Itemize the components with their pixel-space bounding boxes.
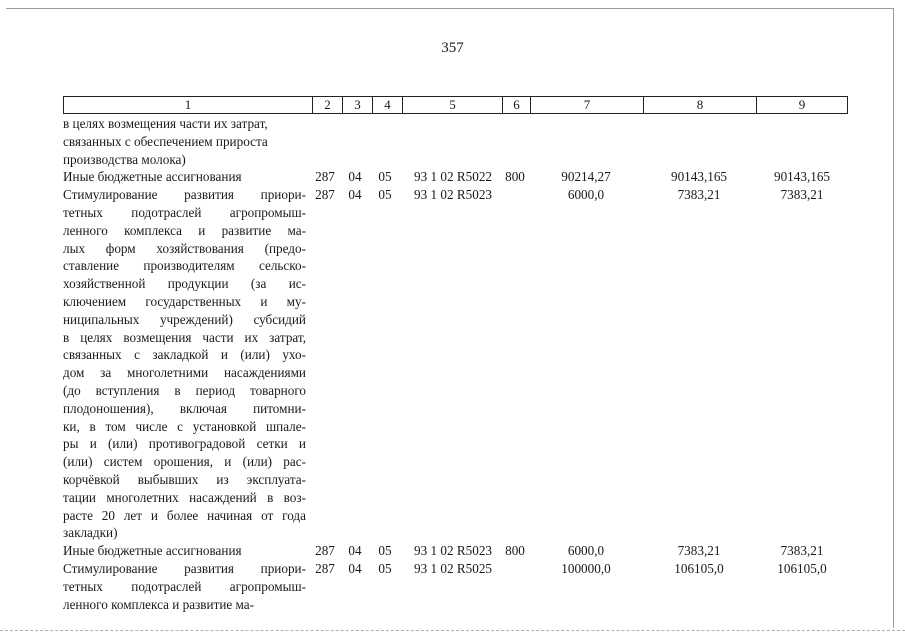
cell-col-9: 106105,0 bbox=[777, 560, 827, 576]
cell-col-7: 100000,0 bbox=[561, 560, 611, 576]
cell-col-4: 05 bbox=[378, 560, 392, 576]
cell-col-4: 05 bbox=[378, 187, 392, 203]
table-row bbox=[63, 542, 848, 560]
description-line: связанных с обеспечением прироста bbox=[63, 133, 268, 149]
cell-col-4: 05 bbox=[378, 169, 392, 185]
description-line: (до вступления в период товарного bbox=[63, 382, 306, 398]
description-line: плодоношения), включая питомни- bbox=[63, 400, 306, 416]
header-col-1: 1 bbox=[184, 97, 192, 112]
cell-col-2: 287 bbox=[315, 187, 335, 203]
cell-col-3: 04 bbox=[348, 169, 362, 185]
cell-col-3: 04 bbox=[348, 543, 362, 559]
row-description bbox=[63, 115, 306, 168]
description-line: ки, в том числе с установкой шпале- bbox=[63, 418, 306, 434]
description-line: связанных с закладкой и (или) ухо- bbox=[63, 347, 306, 363]
cell-col-8: 7383,21 bbox=[677, 543, 721, 559]
description-line: дом за многолетними насаждениями bbox=[63, 365, 306, 381]
table-body bbox=[63, 115, 848, 613]
description-line: лых форм хозяйствования (предо- bbox=[63, 240, 306, 256]
description-line: расте 20 лет и более начиная от года bbox=[63, 507, 306, 523]
description-line: в целях возмещения части их затрат, bbox=[63, 329, 306, 345]
cell-col-5: 93 1 02 R5023 bbox=[413, 187, 493, 203]
header-col-6: 6 bbox=[502, 97, 530, 113]
cell-col-4: 05 bbox=[378, 543, 392, 559]
cell-col-5: 93 1 02 R5022 bbox=[413, 169, 493, 185]
cell-col-7: 6000,0 bbox=[567, 187, 605, 203]
description-line: тации многолетних насаждений в воз- bbox=[63, 489, 306, 505]
row-description bbox=[63, 186, 306, 542]
cell-col-7: 6000,0 bbox=[567, 543, 605, 559]
cell-col-9: 7383,21 bbox=[780, 543, 824, 559]
header-col-4: 4 bbox=[372, 97, 402, 113]
cell-col-2: 287 bbox=[315, 560, 335, 576]
header-col-8: 8 bbox=[643, 97, 756, 113]
cell-col-5: 93 1 02 R5023 bbox=[413, 543, 493, 559]
page-number: 357 bbox=[441, 40, 464, 56]
header-col-5: 5 bbox=[402, 97, 502, 113]
table-row bbox=[63, 115, 848, 168]
cell-col-6: 800 bbox=[505, 543, 525, 559]
description-line: закладки) bbox=[63, 525, 118, 541]
cell-col-7: 90214,27 bbox=[561, 169, 611, 185]
description-line: Иные бюджетные ассигнования bbox=[63, 169, 242, 185]
description-line: Стимулирование развития приори- bbox=[63, 560, 306, 576]
cell-col-9: 90143,165 bbox=[773, 169, 831, 185]
table-row bbox=[63, 560, 848, 613]
description-line: тетных подотраслей агропромыш- bbox=[63, 578, 306, 594]
description-line: ниципальных учреждений) субсидий bbox=[63, 311, 306, 327]
cell-col-2: 287 bbox=[315, 543, 335, 559]
description-line: корчёвкой выбывших из эксплуата- bbox=[63, 471, 306, 487]
header-col-9: 9 bbox=[756, 97, 847, 113]
row-description bbox=[63, 168, 306, 186]
cell-col-2: 287 bbox=[315, 169, 335, 185]
header-col-2: 2 bbox=[312, 97, 342, 113]
cell-col-5: 93 1 02 R5025 bbox=[413, 560, 493, 576]
cell-col-6: 800 bbox=[505, 169, 525, 185]
description-line: ленного комплекса и развитие ма- bbox=[63, 222, 306, 238]
description-line: ленного комплекса и развитие ма- bbox=[63, 596, 255, 612]
cell-col-8: 7383,21 bbox=[677, 187, 721, 203]
description-line: тетных подотраслей агропромыш- bbox=[63, 204, 306, 220]
cell-col-8: 90143,165 bbox=[670, 169, 728, 185]
description-line: (или) систем орошения, и (или) рас- bbox=[63, 454, 306, 470]
description-line: ключением государственных и му- bbox=[63, 293, 306, 309]
cell-col-8: 106105,0 bbox=[674, 560, 724, 576]
table-row bbox=[63, 168, 848, 186]
cell-col-9: 7383,21 bbox=[780, 187, 824, 203]
description-line: хозяйственной продукции (за ис- bbox=[63, 276, 306, 292]
cell-col-3: 04 bbox=[348, 187, 362, 203]
header-col-7: 7 bbox=[530, 97, 643, 113]
description-line: Стимулирование развития приори- bbox=[63, 187, 306, 203]
description-line: в целях возмещения части их затрат, bbox=[63, 116, 268, 131]
row-description bbox=[63, 542, 306, 560]
cell-col-3: 04 bbox=[348, 560, 362, 576]
description-line: Иные бюджетные ассигнования bbox=[63, 543, 242, 559]
table-header bbox=[63, 96, 848, 114]
page-bottom-edge bbox=[0, 630, 905, 631]
row-description bbox=[63, 560, 306, 613]
table-row bbox=[63, 186, 848, 542]
description-line: ры и (или) противоградовой сетки и bbox=[63, 436, 306, 452]
description-line: ставление производителям сельско- bbox=[63, 258, 306, 274]
description-line: производства молока) bbox=[63, 151, 186, 167]
header-col-3: 3 bbox=[342, 97, 372, 113]
